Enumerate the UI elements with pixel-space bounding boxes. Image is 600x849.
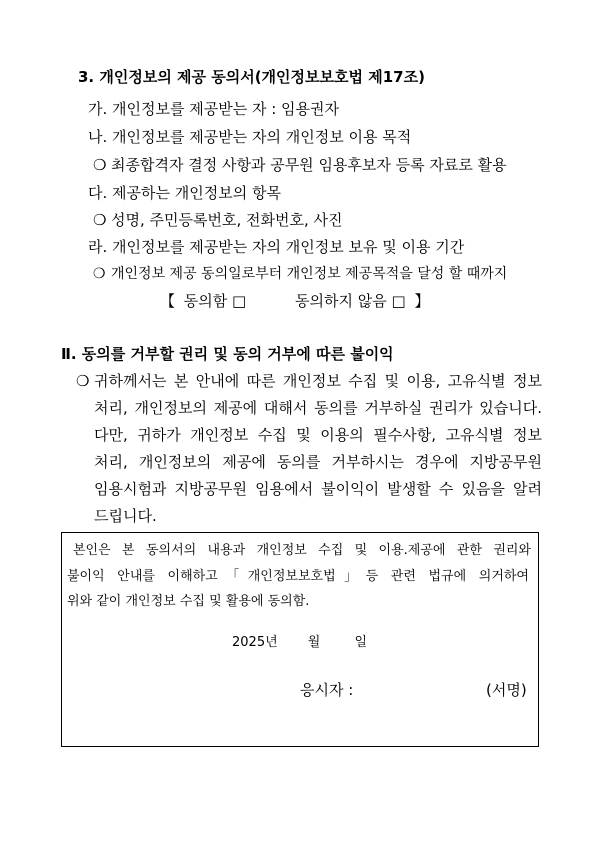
- item-ra-bullet: [93, 264, 507, 284]
- section-2-line: 귀하께서는 본 안내에 따른 개인정보 수집 및 이용, 고유식별 정보: [94, 372, 542, 390]
- section-2-line: 드립니다.: [94, 507, 157, 525]
- consent-text-line: 불이익 안내를 이해하고「개인정보보호법」등 관련 법규에 의거하여: [67, 569, 529, 584]
- section-2-bullet: [76, 371, 94, 391]
- section-3-title: 3. 개인정보의 제공 동의서(개인정보보호법 제17조): [78, 68, 425, 86]
- agree-checkbox-label[interactable]: 동의함 □: [183, 292, 247, 310]
- item-na-bullet: [93, 155, 507, 175]
- date-day: 일: [354, 635, 368, 650]
- section-2-title: Ⅱ. 동의를 거부할 권리 및 동의 거부에 따른 불이익: [61, 345, 394, 363]
- section-2-line: 다만, 귀하가 개인정보 수집 및 이용의 필수사항, 고유식별 정보: [94, 426, 542, 444]
- section-2-line: 처리, 개인정보의 제공에 동의를 거부하시는 경우에 지방공무원: [94, 453, 542, 471]
- section-2-line: 처리, 개인정보의 제공에 대해서 동의를 거부하실 권리가 있습니다.: [94, 399, 542, 417]
- item-da: 다. 제공하는 개인정보의 항목: [88, 184, 281, 202]
- bullet-icon: ❍: [93, 211, 107, 229]
- disagree-checkbox-label[interactable]: 동의하지 않음 □: [295, 292, 406, 310]
- bullet-icon: ❍: [93, 156, 107, 174]
- signature-label[interactable]: (서명): [486, 681, 527, 699]
- item-da-bullet-text: 성명, 주민등록번호, 전화번호, 사진: [111, 211, 343, 229]
- item-ra-bullet-text: 개인정보 제공 동의일로부터 개인정보 제공목적을 달성 할 때까지: [111, 266, 508, 282]
- date-year: 2025년: [232, 635, 278, 650]
- section-2-line: 임용시험과 지방공무원 임용에서 불이익이 발생할 수 있음을 알려: [94, 480, 542, 498]
- item-ra: 라. 개인정보를 제공받는 자의 개인정보 보유 및 이용 기간: [88, 238, 465, 256]
- consent-box: [61, 532, 539, 747]
- bracket-open: 【: [160, 292, 176, 310]
- agree-row: [160, 291, 429, 311]
- item-da-bullet: [93, 210, 342, 230]
- item-ga: 가. 개인정보를 제공받는 자 : 임용권자: [88, 100, 340, 118]
- consent-text-line: 본인은 본 동의서의 내용과 개인정보 수집 및 이용.제공에 관한 권리와: [73, 543, 531, 558]
- consent-text-line: 위와 같이 개인정보 수집 및 활용에 동의함.: [67, 594, 310, 609]
- date-month: 월: [307, 635, 321, 650]
- bullet-icon: ❍: [76, 372, 90, 390]
- applicant-label: 응시자 :: [300, 681, 354, 699]
- bullet-icon: ❍: [93, 266, 106, 282]
- item-na-bullet-text: 최종합격자 결정 사항과 공무원 임용후보자 등록 자료로 활용: [111, 156, 507, 174]
- date-row: [232, 634, 367, 652]
- bracket-close: 】: [414, 292, 430, 310]
- item-na: 나. 개인정보를 제공받는 자의 개인정보 이용 목적: [88, 128, 412, 146]
